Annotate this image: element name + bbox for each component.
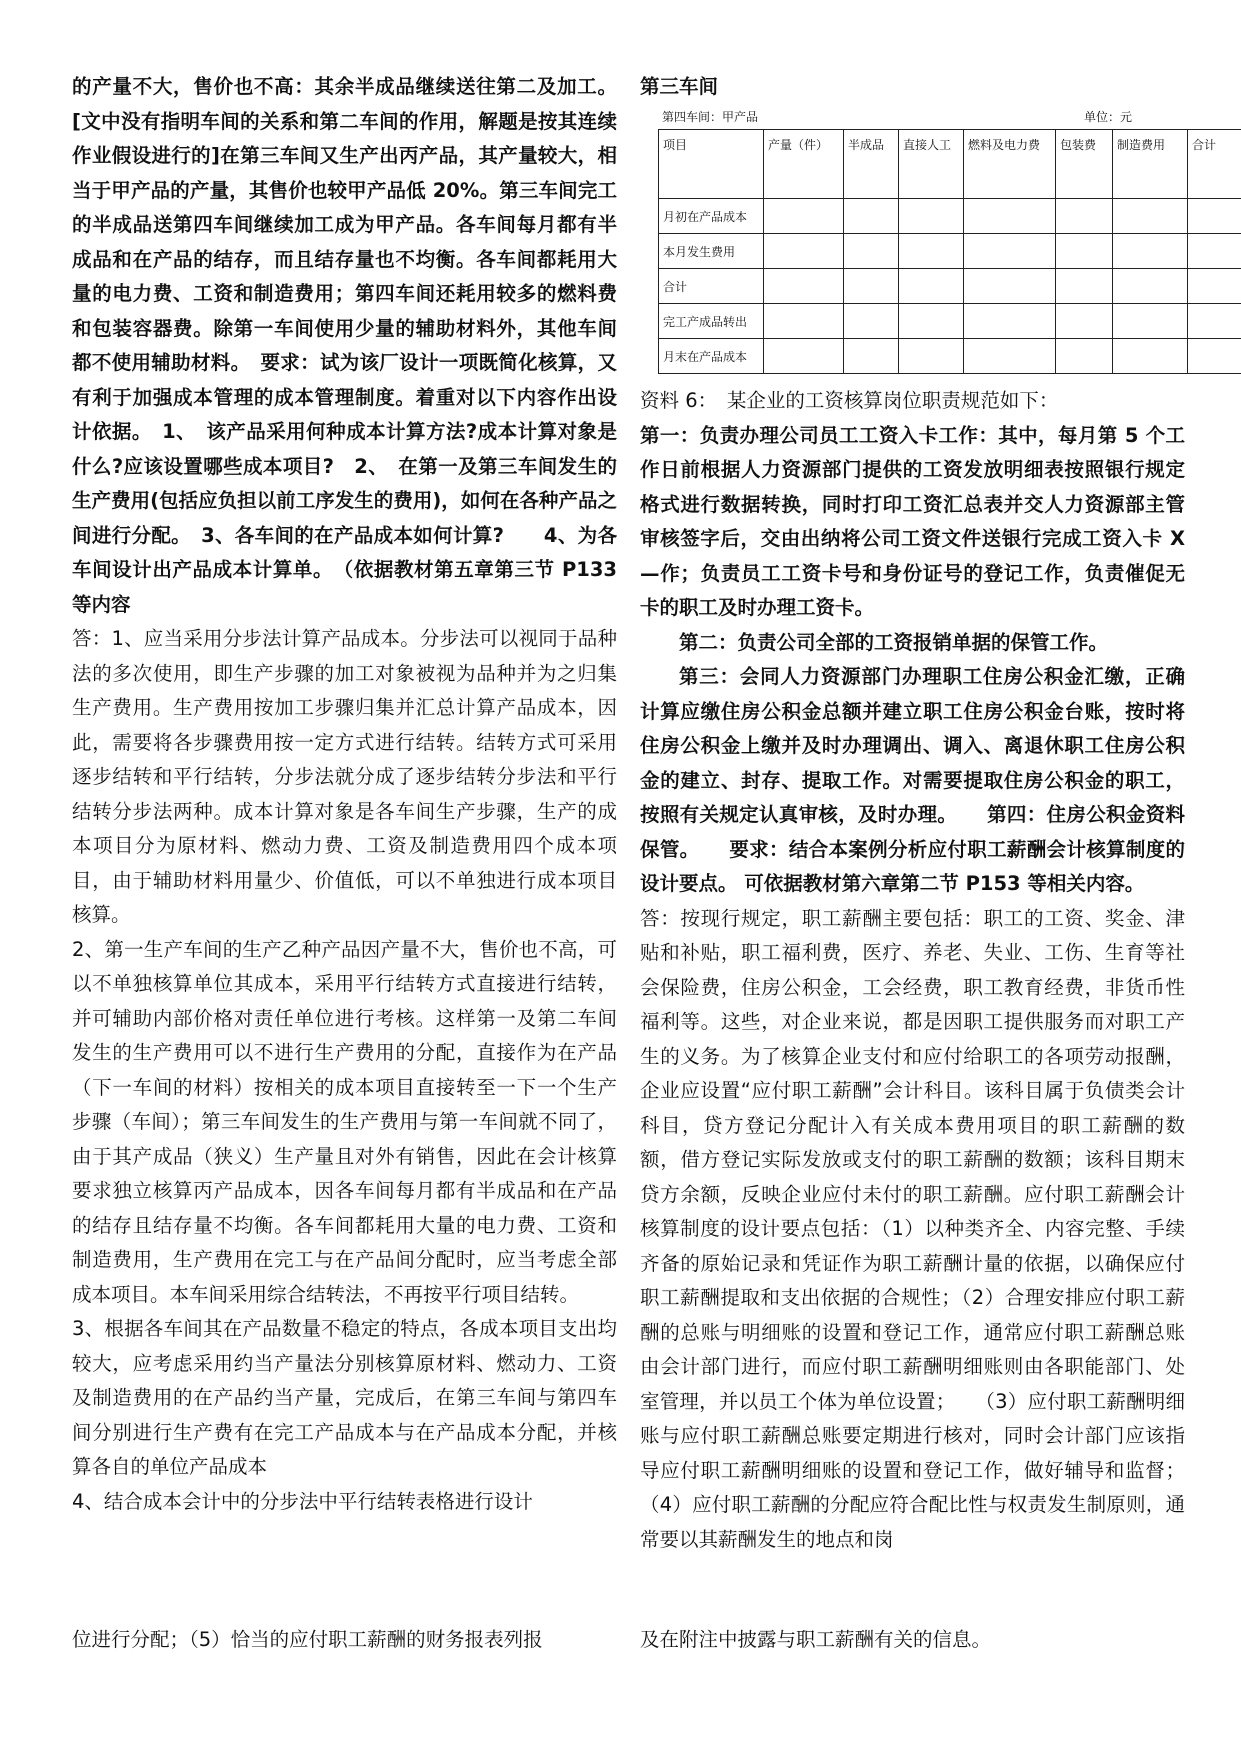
table-header-cell: 项目 (659, 130, 764, 199)
duty-3: 第三：会同人力资源部门办理职工住房公积金汇缴，正确计算应缴住房公积金总额并建立职工住房公积金台账，按时将住房公积金上缴并及时办理调出、调入、离退休职工住房公积金的建立、封存、提取工作。对需要提取住房公积金的职工，按照有关规定认真审核，及时办理。 第四：住房公积金资料保管。 要求：结合本案例分析应付职工薪酬会计核算制度的设计要点。 可依据教材第六章第二节 P153 等相关内容。 (640, 665, 1185, 895)
table-header-cell: 燃料及电力费 (964, 130, 1056, 199)
duty-2: 第二：负责公司全部的工资报销单据的保管工作。 (679, 630, 1109, 654)
table-header-cell: 合计 (1188, 130, 1241, 199)
table-header-cell: 半成品 (844, 130, 899, 199)
table-row-label: 合计 (659, 269, 764, 304)
answer-1: 答：1、应当采用分步法计算产品成本。分步法可以视同于品种法的多次使用，即生产步骤的加工对象被视为品种并为之归集生产费用。生产费用按加工步骤归集并汇总计算产品成本，因此，需要将各步骤费用按一定方式进行结转。结转方式可采用逐步结转和平行结转，分步法就分成了逐步结转分步法和平行结转分步法两种。成本计算对象是各车间生产步骤，生产的成本项目分为原材料、燃动力费、工资及制造费用四个成本项目，由于辅助材料用量少、价值低，可以不单独进行成本项目核算。 (72, 627, 617, 926)
table-row-label: 月初在产品成本 (659, 199, 764, 234)
footer-left: 位进行分配；（5）恰当的应付职工薪酬的财务报表列报 (72, 1628, 543, 1651)
answer-3: 3、根据各车间其在产品数量不稳定的特点，各成本项目支出均较大，应考虑采用约当产量法分别核算原材料、燃动力、工资及制造费用的在产品约当产量，完成后，在第三车间与第四车间分别进行生产费有在完工产品成本与在产品成本分配，并核算各自的单位产品成本 (72, 1317, 617, 1478)
answer-text: 答：按现行规定，职工薪酬主要包括：职工的工资、奖金、津贴和补贴，职工福利费，医疗、养老、失业、工伤、生育等社会保险费，住房公积金，工会经费，职工教育经费，非货币性福利等。这些，对企业来说，都是因职工提供服务而对职工产生的义务。为了核算企业支付和应付给职工的各项劳动报酬，企业应设置“应付职工薪酬”会计科目。该科目属于负债类会计科目，贷方登记分配计入有关成本费用项目的职工薪酬的数额，借方登记实际发放或支付的职工薪酬的数额；该科目期末贷方余额，反映企业应付未付的职工薪酬。应付职工薪酬会计核算制度的设计要点包括：（1）以种类齐全、内容完整、手续齐备的原始记录和凭证作为职工薪酬计量的依据，以确保应付职工薪酬提取和支出依据的合规性；（2）合理安排应付职工薪酬的总账与明细账的设置和登记工作，通常应付职工薪酬总账由会计部门进行，而应付职工薪酬明细账则由各职能部门、处室管理，并以员工个体为单位设置； （3）应付职工薪酬明细账与应付职工薪酬总账要定期进行核对，同时会计部门应该指导应付职工薪酬明细账的设置和登记工作，做好辅导和监督；（4）应付职工薪酬的分配应符合配比性与权责发生制原则，通常要以其薪酬发生的地点和岗 (640, 906, 1185, 1551)
table-header-cell: 直接人工 (899, 130, 964, 199)
question-paragraph: 的产量不大，售价也不高：其余半成品继续送往第二及加工。[文中没有指明车间的关系和第二车间的作用，解题是按其连续作业假设进行的]在第三车间又生产出丙产品，其产量较大，相当于甲产品的产量，其售价也较甲产品低 20%。第三车间完工的半成品送第四车间继续加工成为甲产品。各车间每月都有半成品和在产品的结存，而且结存量也不均衡。各车间都耗用大量的电力费、工资和制造费用；第四车间还耗用较多的燃料费和包装容器费。除第一车间使用少量的辅助材料外，其他车间都不使用辅助材料。 要求：试为该厂设计一项既简化核算，又有利于加强成本管理的成本管理制度。着重对以下内容作出设计依据。 1、 该产品采用何种成本计算方法?成本计算对象是什么?应该设置哪些成本项目? 2、 在第一及第三车间发生的生产费用(包括应负担以前工序发生的费用)，如何在各种产品之间进行分配。 3、各车间的在产品成本如何计算? 4、为各车间设计出产品成本计算单。 （依据教材第五章第三节 P133 等内容 (72, 75, 617, 616)
cost-table (658, 129, 1241, 374)
table-row (659, 199, 1241, 234)
table-caption-right: 单位：元 (1083, 110, 1132, 124)
answer-4: 4、结合成本会计中的分步法中平行结转表格进行设计 (72, 1489, 533, 1513)
table-row (659, 234, 1241, 269)
table-row (659, 269, 1241, 304)
footer-right: 及在附注中披露与职工薪酬有关的信息。 (640, 1628, 992, 1651)
table-header-cell: 制造费用 (1113, 130, 1188, 199)
table-caption-left: 第四车间：甲产品 (662, 110, 759, 124)
table-row-label: 完工产成品转出 (659, 304, 764, 339)
material-6-title: 资料 6： 某企业的工资核算岗位职责规范如下： (640, 389, 1059, 412)
table-row (659, 304, 1241, 339)
section-title: 第三车间 (640, 75, 719, 98)
duty-1: 第一：负责办理公司员工工资入卡工作：其中，每月第 5 个工作日前根据人力资源部门提供的工资发放明细表按照银行规定格式进行数据转换，同时打印工资汇总表并交人力资源部主管审核签字后，交由出纳将公司工资文件送银行完成工资入卡 X—作；负责员工工资卡号和身份证号的登记工作，负责催促无卡的职工及时办理工资卡。 (640, 423, 1185, 619)
table-row-label: 月末在产品成本 (659, 339, 764, 374)
answer-2: 2、第一生产车间的生产乙种产品因产量不大，售价也不高，可以不单独核算单位其成本，采用平行结转方式直接进行结转，并可辅助内部价格对责任单位进行考核。这样第一及第二车间发生的生产费用可以不进行生产费用的分配，直接作为在产品（下一车间的材料）按相关的成本项目直接转至一下一个生产步骤（车间）；第三车间发生的生产费用与第一车间就不同了，由于其产成品（狭义）生产量且对外有销售，因此在会计核算要求独立核算丙产品成本，因各车间每月都有半成品和在产品的结存且结存量不均衡。各车间都耗用大量的电力费、工资和制造费用，生产费用在完工与在产品间分配时，应当考虑全部成本项目。本车间采用综合结转法，不再按平行项目结转。 (72, 937, 617, 1306)
table-header-cell: 产量（件） (764, 130, 844, 199)
table-header-cell: 包装费 (1056, 130, 1113, 199)
table-row (659, 339, 1241, 374)
table-caption (662, 108, 1132, 125)
table-header-row (659, 130, 1241, 199)
left-column (72, 70, 617, 1519)
right-column (640, 70, 1217, 1557)
table-row-label: 本月发生费用 (659, 234, 764, 269)
